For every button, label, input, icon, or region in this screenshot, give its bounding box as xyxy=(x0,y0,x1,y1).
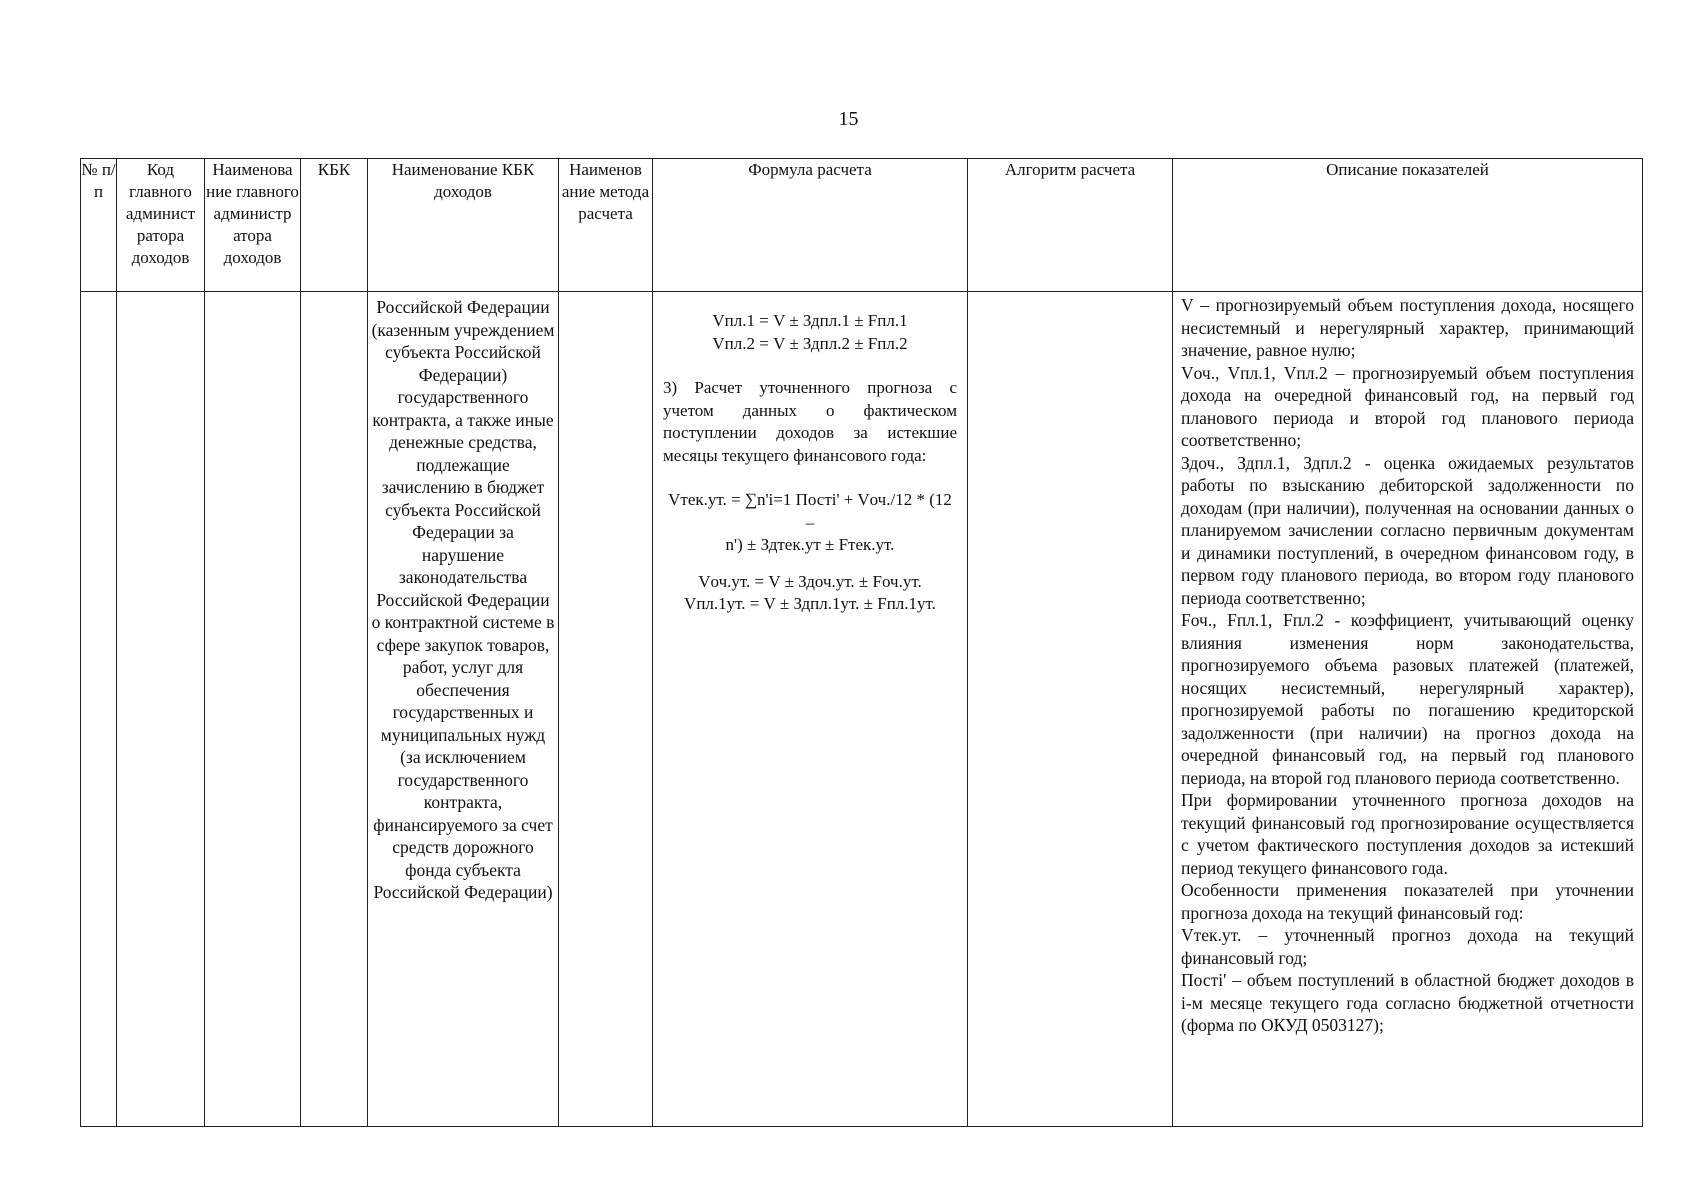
revenue-forecast-table xyxy=(80,158,1643,1127)
cell-admin-code xyxy=(117,292,205,1127)
formula-vpl1: Vпл.1 = V ± Здпл.1 ± Fпл.1 xyxy=(712,311,908,330)
cell-admin-name xyxy=(205,292,301,1127)
header-kbk: КБК xyxy=(301,159,368,292)
table-header-row xyxy=(81,159,1643,292)
description-paragraph: Постi' – объем поступлений в областной бюджет доходов в i-м месяце текущего года согласно бюджетной отчетности (форма по ОКУД 0503127); xyxy=(1181,970,1634,1035)
header-num: № п/п xyxy=(81,159,117,292)
header-kbk-name: Наименование КБК доходов xyxy=(368,159,559,292)
cell-method-name xyxy=(559,292,653,1127)
header-description: Описание показателей xyxy=(1173,159,1643,292)
description-paragraph: Fоч., Fпл.1, Fпл.2 - коэффициент, учитывающий оценку влияния изменения норм законодательства, прогнозируемого объема разовых платежей (платежей, носящих несистемный, нерегулярный характер), прогнозируемой работы по погашению кредиторской задолженности (при наличии) на прогноз дохода на очередной финансовый год, на первый год планового периода, на второй год планового периода соответственно. xyxy=(1181,610,1634,788)
formula-vpl1-ut: Vпл.1ут. = V ± Здпл.1ут. ± Fпл.1ут. xyxy=(684,594,936,613)
cell-description xyxy=(1173,292,1643,1127)
header-admin-code: Код главного админист ратора доходов xyxy=(117,159,205,292)
description-paragraph: Особенности применения показателей при уточнении прогноза дохода на текущий финансовый год: xyxy=(1181,880,1634,923)
description-paragraph: При формировании уточненного прогноза доходов на текущий финансовый год прогнозирование осуществляется с учетом фактического поступления доходов за истекший период текущего финансового года. xyxy=(1181,790,1634,878)
header-admin-name: Наименова ние главного администр атора доходов xyxy=(205,159,301,292)
formula-section-3: 3) Расчет уточненного прогноза с учетом данных о фактическом поступлении доходов за истекшие месяцы текущего финансового года: xyxy=(663,378,957,465)
formula-vpl2: Vпл.2 = V ± Здпл.2 ± Fпл.2 xyxy=(712,333,908,353)
formula-vtek-ut-line1: Vтек.ут. = ∑n'i=1 Постi' + Vоч./12 * (12 – xyxy=(668,490,952,532)
cell-formula xyxy=(653,292,968,1127)
table-row xyxy=(81,292,1643,1127)
header-method-name: Наименов ание метода расчета xyxy=(559,159,653,292)
cell-kbk xyxy=(301,292,368,1127)
header-formula: Формула расчета xyxy=(653,159,968,292)
page-number: 15 xyxy=(838,108,859,130)
header-algorithm: Алгоритм расчета xyxy=(968,159,1173,292)
description-paragraph: Vтек.ут. – уточненный прогноз дохода на текущий финансовый год; xyxy=(1181,925,1634,968)
cell-algorithm xyxy=(968,292,1173,1127)
cell-num xyxy=(81,292,117,1127)
description-paragraph: Vоч., Vпл.1, Vпл.2 – прогнозируемый объем поступления дохода на очередной финансовый год, на первый год планового периода и второй год планового периода соответственно; xyxy=(1181,362,1634,450)
description-paragraph: Здоч., Здпл.1, Здпл.2 - оценка ожидаемых результатов работы по взысканию дебиторской задолженности по доходам (при наличии), полученная на основании данных о планируемом зачислении согласно первичным документам и динамики поступлений, в очередном финансовом году, в первом году планового периода, во втором году планового периода соответственно; xyxy=(1181,452,1634,608)
formula-voch-ut: Vоч.ут. = V ± Здоч.ут. ± Fоч.ут. xyxy=(698,571,922,591)
description-paragraph: V – прогнозируемый объем поступления дохода, носящего несистемный и нерегулярный характер, принимающий значение, равное нулю; xyxy=(1181,295,1634,360)
cell-kbk-name: Российской Федерации (казенным учреждением субъекта Российской Федерации) государственного контракта, а также иные денежные средства, подлежащие зачислению в бюджет субъекта Российской Федерации за нарушение законодательства Российской Федерации о контрактной системе в сфере закупок товаров, работ, услуг для обеспечения государственных и муниципальных нужд (за исключением государственного контракта, финансируемого за счет средств дорожного фонда субъекта Российской Федерации) xyxy=(368,292,559,1127)
formula-vtek-ut-line2: n') ± Здтек.ут ± Fтек.ут. xyxy=(725,535,895,554)
